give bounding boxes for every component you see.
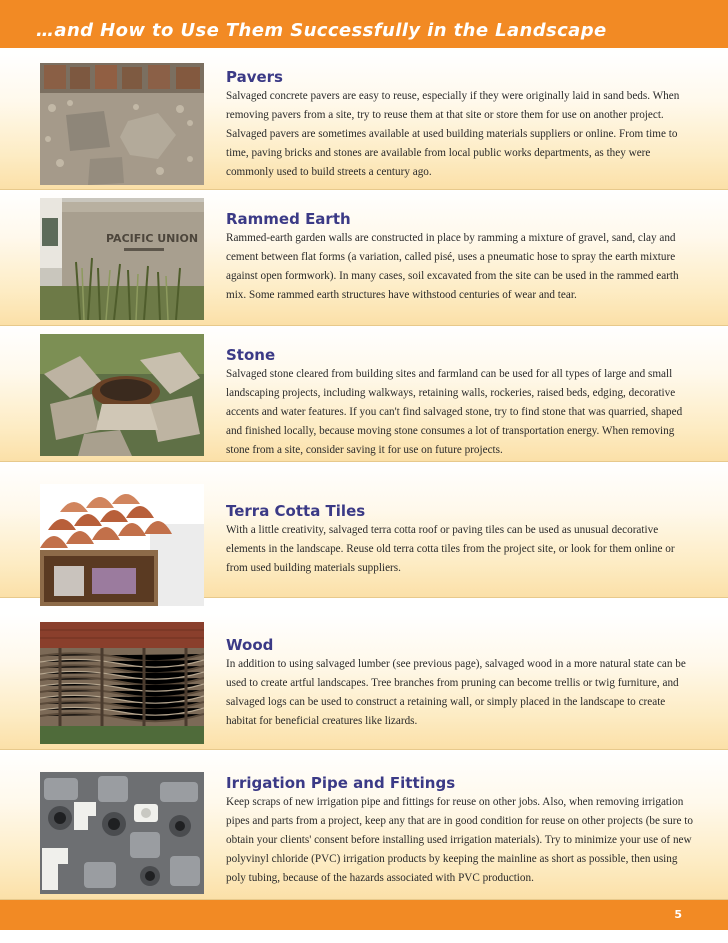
page-footer: [0, 900, 728, 930]
section-body: Keep scraps of new irrigation pipe and fittings for reuse on other jobs. Also, when removing irrigation pipes and parts from a project, keep any that are in good condition for reuse on other projects (be sure to obtain your clients' consent before installing used irrigation materials). Try to minimize your use of new polyvinyl chloride (PVC) irrigation products by keeping the mainline as short as possible, then using poly tubing, because of the hazards associated with PVC production.: [226, 796, 693, 884]
section-stone: [0, 326, 728, 462]
section-text: [226, 502, 696, 578]
stone-photo: [40, 334, 204, 456]
section-title: Irrigation Pipe and Fittings: [226, 774, 456, 792]
pipe-fittings-photo: [40, 772, 204, 894]
section-title: Stone: [226, 346, 276, 364]
rammed-earth-photo: [40, 198, 204, 320]
section-body: Salvaged concrete pavers are easy to reuse, especially if they were originally laid in sand beds. When removing pavers from a site, try to reuse them at that site or store them for use on another project. Salvaged pavers are sometimes available at used building materials suppliers or online. From time to time, paving bricks and stones are available from local public works departments, as they were commonly used to build streets a century ago.: [226, 90, 680, 178]
section-body: With a little creativity, salvaged terra cotta roof or paving tiles can be used as unusual decorative elements in the landscape. Reuse old terra cotta tiles from the project site, or look for them online or from used building materials suppliers.: [226, 524, 675, 574]
section-wood: [0, 614, 728, 750]
section-body: Rammed-earth garden walls are constructed in place by ramming a mixture of gravel, sand, clay and cement between flat forms (a variation, called pisé, uses a pneumatic hose to spray the earth mixture against open formwork). In many cases, soil excavated from the site can be used in the rammed earth mix. Some rammed earth structures have withstood centuries of wear and tear.: [226, 232, 679, 301]
section-text: [226, 346, 696, 460]
section-title: Pavers: [226, 68, 283, 86]
page-header: [0, 0, 728, 48]
section-text: [226, 210, 696, 305]
section-body: In addition to using salvaged lumber (see previous page), salvaged wood in a more natural state can be used to create artful landscapes. Tree branches from pruning can become trellis or twig furniture, and salvaged logs can be used to construct a retaining wall, or simply placed in the landscape to create habitat for beneficial creatures like lizards.: [226, 658, 686, 727]
page-number: 5: [674, 908, 682, 921]
section-rammed-earth: [0, 190, 728, 326]
section-body: Salvaged stone cleared from building sites and farmland can be used for all types of large and small landscaping projects, including walkways, retaining walls, rockeries, raised beds, edging, decorative accents and water features. If you can't find salvaged stone, try to find stone that was quarried, shaped and finished locally, because moving stone consumes a lot of transportation energy. When removing stone from a site, consider saving it for use on future projects.: [226, 368, 683, 456]
sign-text: PACIFIC UNION: [106, 232, 199, 245]
section-terra-cotta-tiles: [0, 462, 728, 598]
section-text: [226, 68, 696, 182]
section-title: Wood: [226, 636, 274, 654]
page-title: …and How to Use Them Successfully in the Landscape: [36, 20, 607, 41]
section-irrigation-pipe: [0, 750, 728, 900]
pavers-photo: [40, 63, 204, 185]
section-text: [226, 636, 696, 731]
section-text: [226, 774, 696, 888]
section-title: Rammed Earth: [226, 210, 351, 228]
section-title: Terra Cotta Tiles: [226, 502, 366, 520]
section-pavers: [0, 54, 728, 190]
terra-cotta-photo: [40, 484, 204, 606]
wood-photo: [40, 622, 204, 744]
